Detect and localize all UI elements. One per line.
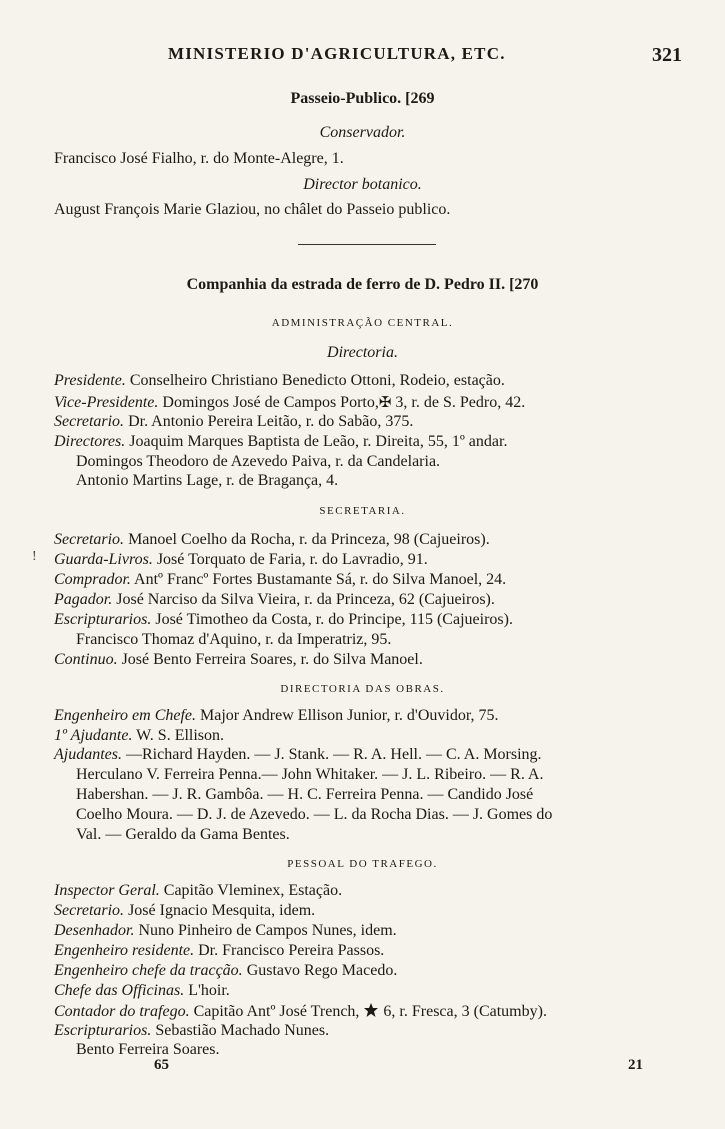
eng-residente-entry <box>54 942 384 960</box>
directores-label: Directores. <box>54 433 126 450</box>
eng-residente-label: Engenheiro residente. <box>54 942 195 959</box>
directores-line-2: Domingos Theodoro de Azevedo Paiva, r. da Candelaria. <box>76 453 441 470</box>
admin-heading: ADMINISTRAÇÃO CENTRAL. <box>271 317 454 329</box>
conservador-entry: Francisco José Fialho, r. do Monte-Alegre, 1. <box>54 150 344 167</box>
eng-traccao-text: Gustavo Rego Macedo. <box>246 962 398 979</box>
vice-label: Vice-Presidente. <box>54 394 159 411</box>
traf-escripturarios-label: Escripturarios. <box>54 1022 152 1039</box>
sec-secretario-label: Secretario. <box>54 531 125 548</box>
contador-text-a: Capitão Antº José Trench, <box>193 1003 360 1020</box>
ajudantes-line-4: Coelho Moura. — D. J. de Azevedo. — L. da Rocha Dias. — J. Gomes do <box>76 806 553 823</box>
vice-text-a: Domingos José de Campos Porto, <box>162 394 379 411</box>
continuo-text: José Bento Ferreira Soares, r. do Silva Manoel. <box>121 651 423 668</box>
chefe-text: L'hoir. <box>188 982 230 999</box>
comprador-text: Antº Francº Fortes Bustamante Sá, r. do Silva Manoel, 24. <box>134 571 507 588</box>
comprador-label: Comprador. <box>54 571 131 588</box>
traf-secretario-entry <box>54 902 315 920</box>
desenhador-text: Nuno Pinheiro de Campos Nunes, idem. <box>138 922 397 939</box>
pagador-label: Pagador. <box>54 591 113 608</box>
sec-secretario-entry <box>54 531 490 549</box>
secretario-label: Secretario. <box>54 413 125 430</box>
guarda-entry <box>54 551 428 569</box>
page-number: 321 <box>652 44 682 66</box>
director-heading: Director botanico. <box>303 176 422 193</box>
directores-entry <box>54 433 507 451</box>
inspector-entry <box>54 882 342 900</box>
eng-traccao-label: Engenheiro chefe da tracção. <box>54 962 243 979</box>
vice-entry <box>54 393 525 412</box>
ajudante-entry <box>54 727 224 745</box>
conservador-heading: Conservador. <box>319 124 406 141</box>
eng-residente-text: Dr. Francisco Pereira Passos. <box>198 942 385 959</box>
contador-text-b: 6, r. Fresca, 3 (Catumby). <box>383 1003 547 1020</box>
presidente-text: Conselheiro Christiano Benedicto Ottoni, Rodeio, estação. <box>129 372 505 389</box>
passeio-title: Passeio-Publico. [269 <box>290 90 435 107</box>
engenheiro-entry <box>54 707 499 725</box>
traf-escripturarios-entry <box>54 1022 329 1040</box>
running-title: MINISTERIO D'AGRICULTURA, ETC. <box>168 44 506 63</box>
ajudantes-line-2: Herculano V. Ferreira Penna.— John Whitaker. — J. L. Ribeiro. — R. A. <box>76 766 544 783</box>
pagador-text: José Narciso da Silva Vieira, r. da Princeza, 62 (Cajueiros). <box>116 591 495 608</box>
chefe-entry <box>54 982 230 1000</box>
eng-traccao-entry <box>54 962 397 980</box>
vice-text-b: 3, r. de S. Pedro, 42. <box>395 394 526 411</box>
traf-escripturarios-line-2: Bento Ferreira Soares. <box>76 1041 220 1058</box>
desenhador-entry <box>54 922 397 940</box>
continuo-entry <box>54 651 423 669</box>
secretaria-heading: SECRETARIA. <box>319 505 406 517</box>
cross-icon: ✠ <box>378 395 392 411</box>
section-divider <box>298 244 436 245</box>
ajudantes-text: —Richard Hayden. — J. Stank. — R. A. Hell. — C. A. Morsing. <box>126 746 542 763</box>
director-entry: August François Marie Glaziou, no châlet do Passeio publico. <box>54 201 451 218</box>
margin-mark: ! <box>32 549 37 564</box>
engenheiro-text: Major Andrew Ellison Junior, r. d'Ouvidor, 75. <box>200 707 499 724</box>
directoria-heading: Directoria. <box>327 344 398 361</box>
ajudante-text: W. S. Ellison. <box>136 727 225 744</box>
guarda-label: Guarda-Livros. <box>54 551 153 568</box>
engenheiro-label: Engenheiro em Chefe. <box>54 707 197 724</box>
inspector-label: Inspector Geral. <box>54 882 160 899</box>
desenhador-label: Desenhador. <box>54 922 135 939</box>
escripturarios-line-2: Francisco Thomaz d'Aquino, r. da Imperatriz, 95. <box>76 631 392 648</box>
escripturarios-entry <box>54 611 513 629</box>
escripturarios-label: Escripturarios. <box>54 611 152 628</box>
pagador-entry <box>54 591 495 609</box>
ajudante-label: 1º Ajudante. <box>54 727 133 744</box>
guarda-text: José Torquato de Faria, r. do Lavradio, 91. <box>156 551 428 568</box>
sec-secretario-text: Manoel Coelho da Rocha, r. da Princeza, 98 (Cajueiros). <box>128 531 490 548</box>
directores-text: Joaquim Marques Baptista de Leão, r. Direita, 55, 1º andar. <box>129 433 508 450</box>
companhia-title: Companhia da estrada de ferro de D. Pedro II. [270 <box>186 276 539 293</box>
traf-secretario-label: Secretario. <box>54 902 125 919</box>
traf-secretario-text: José Ignacio Mesquita, idem. <box>128 902 316 919</box>
traf-escripturarios-text: Sebastião Machado Nunes. <box>155 1022 330 1039</box>
trafego-heading: PESSOAL DO TRAFEGO. <box>287 858 438 870</box>
directores-line-3: Antonio Martins Lage, r. de Bragança, 4. <box>76 472 339 489</box>
presidente-entry <box>54 372 505 390</box>
contador-label: Contador do trafego. <box>54 1003 190 1020</box>
comprador-entry <box>54 571 506 589</box>
ajudantes-line-5: Val. — Geraldo da Gama Bentes. <box>76 826 290 843</box>
ajudantes-label: Ajudantes. <box>54 746 122 763</box>
order-insignia-icon <box>363 1002 379 1018</box>
inspector-text: Capitão Vleminex, Estação. <box>163 882 343 899</box>
continuo-label: Continuo. <box>54 651 118 668</box>
presidente-label: Presidente. <box>54 372 126 389</box>
ajudantes-entry <box>54 746 542 764</box>
obras-heading: DIRECTORIA DAS OBRAS. <box>280 683 445 695</box>
secretario-entry <box>54 413 413 431</box>
escripturarios-text: José Timotheo da Costa, r. do Principe, 115 (Cajueiros). <box>155 611 513 628</box>
secretario-text: Dr. Antonio Pereira Leitão, r. do Sabão, 375. <box>128 413 414 430</box>
ajudantes-line-3: Habershan. — J. R. Gambôa. — H. C. Ferreira Penna. — Candido José <box>76 786 534 803</box>
contador-entry <box>54 1002 547 1021</box>
chefe-label: Chefe das Officinas. <box>54 982 185 999</box>
signature-mark-left: 65 <box>154 1057 169 1073</box>
signature-mark-right: 21 <box>628 1057 643 1073</box>
